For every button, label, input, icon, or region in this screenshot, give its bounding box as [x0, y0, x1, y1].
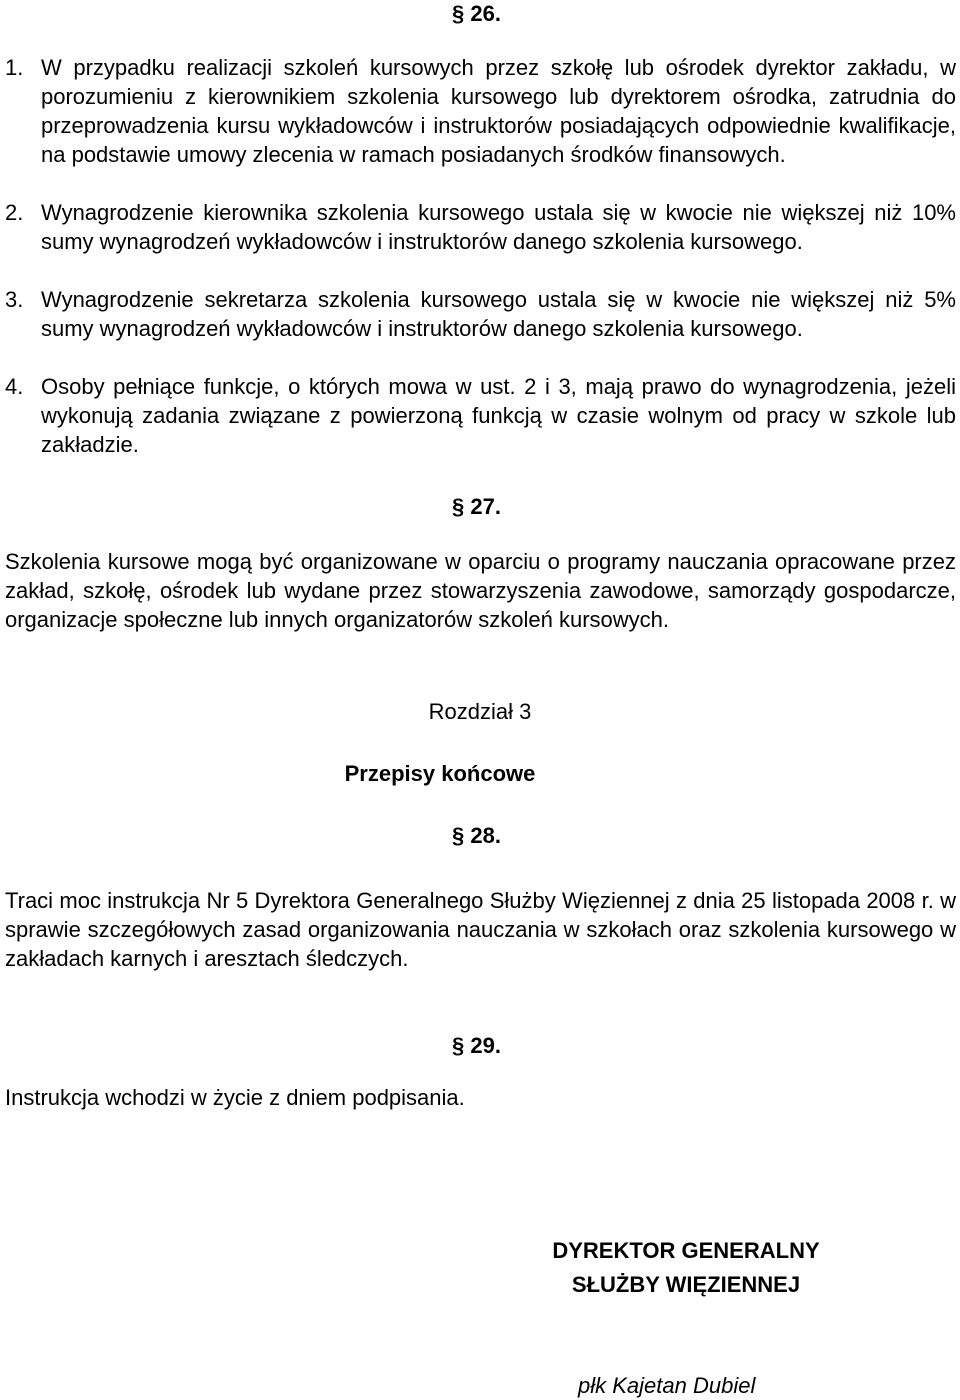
chapter-title: Przepisy końcowe — [344, 761, 536, 786]
chapter-number: Rozdział 3 — [428, 699, 532, 724]
item-text: Wynagrodzenie kierownika szkolenia kursowego ustala się w kwocie nie większej niż 10% sumy wynagrodzeń wykładowców i instruktorów danego szkolenia kursowego. — [41, 200, 956, 254]
item-number: 3. — [5, 287, 24, 312]
section-29-heading: § 29. — [452, 1033, 501, 1058]
item-text: Wynagrodzenie sekretarza szkolenia kursowego ustala się w kwocie nie większej niż 5% sumy wynagrodzeń wykładowców i instruktorów danego szkolenia kursowego. — [41, 287, 956, 341]
item-text: Osoby pełniące funkcje, o których mowa w ust. 2 i 3, mają prawo do wynagrodzenia, jeżeli wykonują zadania związane z powierzoną funkcją w czasie wolnym od pracy w szkole lub zakładzie. — [41, 374, 956, 457]
item-text: W przypadku realizacji szkoleń kursowych przez szkołę lub ośrodek dyrektor zakładu, w porozumieniu z kierownikiem szkolenia kursowego lub dyrektorem ośrodka, zatrudnia do przeprowadzenia kursu wykładowców i instruktorów posiadających odpowiednie kwalifikacje, na podstawie umowy zlecenia w ramach posiadanych środków finansowych. — [41, 55, 956, 167]
section-26-heading: § 26. — [452, 1, 501, 26]
signature-title-line1: DYREKTOR GENERALNY — [552, 1238, 820, 1263]
s28-paragraph: Traci moc instrukcja Nr 5 Dyrektora Generalnego Służby Więziennej z dnia 25 listopada 2008 r. w sprawie szczegółowych zasad organizowania nauczania w szkołach oraz szkolenia kursowego w zakładach karnych i aresztach śledczych. — [5, 888, 956, 971]
signatory-name: płk Kajetan Dubiel — [578, 1373, 756, 1398]
s27-paragraph: Szkolenia kursowe mogą być organizowane w oparciu o programy nauczania opracowane przez zakład, szkołę, ośrodek lub wydane przez stowarzyszenia zawodowe, samorządy gospodarcze, organizacje społeczne lub innych organizatorów szkoleń kursowych. — [5, 549, 956, 632]
item-number: 2. — [5, 200, 24, 225]
s26-item-2 — [5, 198, 956, 256]
section-28-heading: § 28. — [452, 823, 501, 848]
item-number: 1. — [5, 55, 24, 80]
s29-paragraph: Instrukcja wchodzi w życie z dniem podpisania. — [5, 1085, 465, 1110]
item-number: 4. — [5, 374, 24, 399]
s26-item-1 — [5, 53, 956, 169]
section-27-heading: § 27. — [452, 494, 501, 519]
signature-title-line2: SŁUŻBY WIĘZIENNEJ — [571, 1272, 801, 1297]
s26-item-4 — [5, 372, 956, 459]
s26-item-3 — [5, 285, 956, 343]
